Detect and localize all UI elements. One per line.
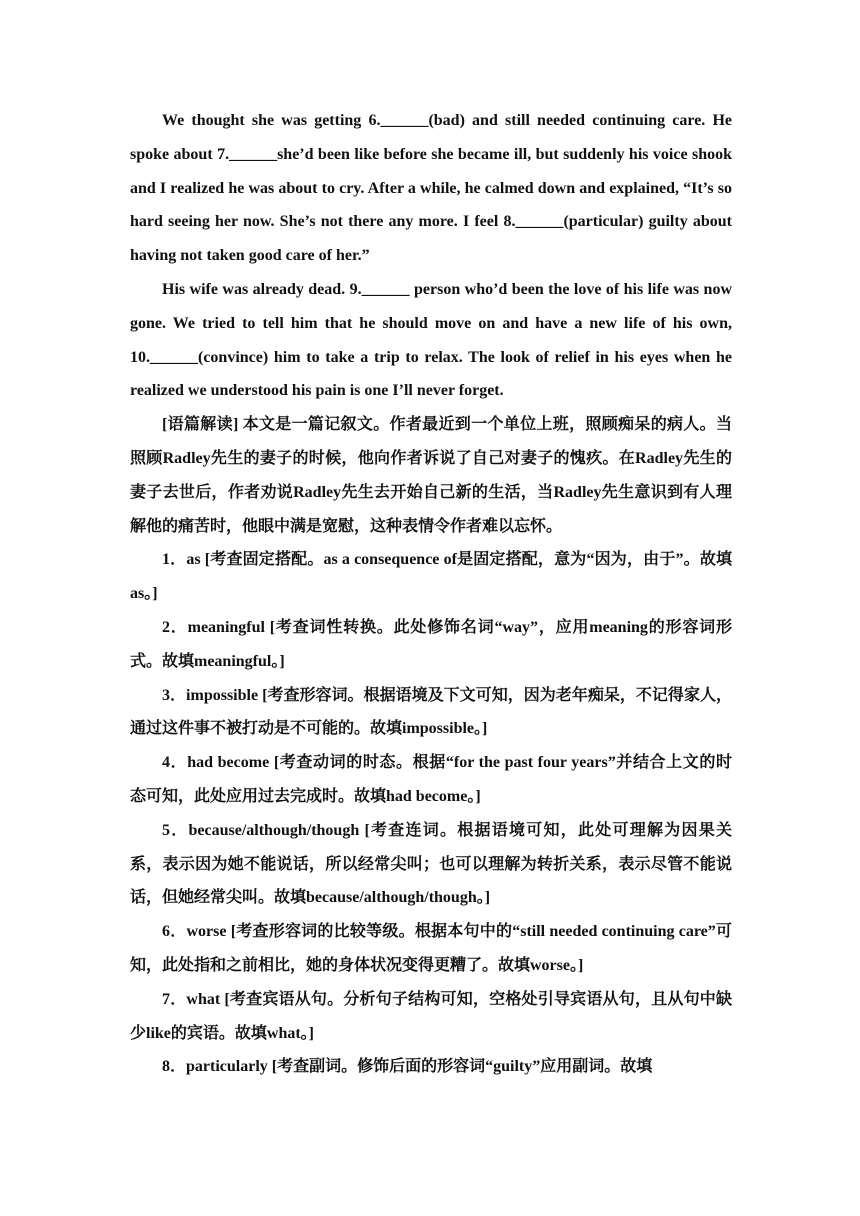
answer-note: [考查形容词的比较等级。根据本句中的“still needed continuing care”可知，此处指和之前相比，她的身体状况变得更糟了。故填worse。] [130,923,732,974]
answer-note: [考查连词。根据语境可知，此处可理解为因果关系，表示因为她不能说话，所以经常尖叫；也可以理解为转折关系，表示尽管不能说话，但她经常尖叫。故填because/although/though。] [130,821,732,907]
answer-number: 1． [162,551,187,569]
answer-item [130,611,732,679]
answer-word: particularly [186,1058,268,1076]
answer-note: [考查副词。修饰后面的形容词“guilty”应用副词。故填 [271,1058,653,1076]
answer-word: had become [187,754,270,772]
answer-number: 6． [162,923,187,941]
answer-item [130,814,732,915]
answer-number: 2． [162,618,188,636]
answer-note: [考查宾语从句。分析句子结构可知，空格处引导宾语从句，且从句中缺少like的宾语。故填what。] [130,990,732,1042]
answer-list [130,543,732,1084]
passage-paragraph: His wife was already dead. 9.______ person who’d been the love of his life was now gone. We tried to tell him that he should move on and have a new life of his own, 10.______(convince) him to take a trip to relax. The look of relief in his eyes when he realized we understood his pain is one I’ll never forget. [130,280,732,400]
answer-item [130,915,732,983]
answer-item [130,746,732,814]
answer-note: [考查固定搭配。as a consequence of是固定搭配，意为“因为，由于”。故填as。] [130,551,733,603]
answer-item [130,543,732,611]
answer-word: as [186,551,201,569]
answer-number: 8． [162,1058,187,1076]
summary-tag: [语篇解读] [162,416,239,434]
answer-item [130,679,732,747]
answer-word: meaningful [187,618,265,636]
answer-item [130,1050,732,1084]
passage-paragraph: We thought she was getting 6.______(bad) and still needed continuing care. He spoke about 7.______she’d been like before she became ill, but suddenly his voice shook and I realized he was about to cry. After a while, he calmed down and explained, “It’s so hard seeing her now. She’s not there any more. I feel 8.______(particular) guilty about having not taken good care of her.” [130,112,732,265]
answer-word: because/although/though [188,821,360,839]
answer-word: what [186,990,221,1008]
answer-number: 4． [162,754,188,772]
answer-note: [考查动词的时态。根据“for the past four years”并结合上文的时态可知，此处应用过去完成时。故填had become。] [130,754,733,805]
summary-paragraph [130,408,732,543]
answer-item [130,983,732,1051]
answer-number: 7． [162,990,187,1008]
summary-text: 本文是一篇记叙文。作者最近到一个单位上班，照顾痴呆的病人。当照顾Radley先生的妻子的时候，他向作者诉说了自己对妻子的愧疚。在Radley先生的妻子去世后，作者劝说Radley先生去开始自己新的生活，当Radley先生意识到有人理解他的痛苦时，他眼中满是宽慰，这种表情令作者难以忘怀。 [130,416,732,535]
answer-note: [考查词性转换。此处修饰名词“way”，应用meaning的形容词形式。故填meaningful。] [130,618,732,670]
answer-word: impossible [186,686,259,704]
answer-word: worse [186,923,227,941]
answer-note: [考查形容词。根据语境及下文可知，因为老年痴呆，不记得家人，通过这件事不被打动是不可能的。故填impossible。] [130,686,732,738]
answer-number: 3． [162,686,187,704]
document-page [130,104,732,1084]
answer-number: 5． [162,821,189,839]
